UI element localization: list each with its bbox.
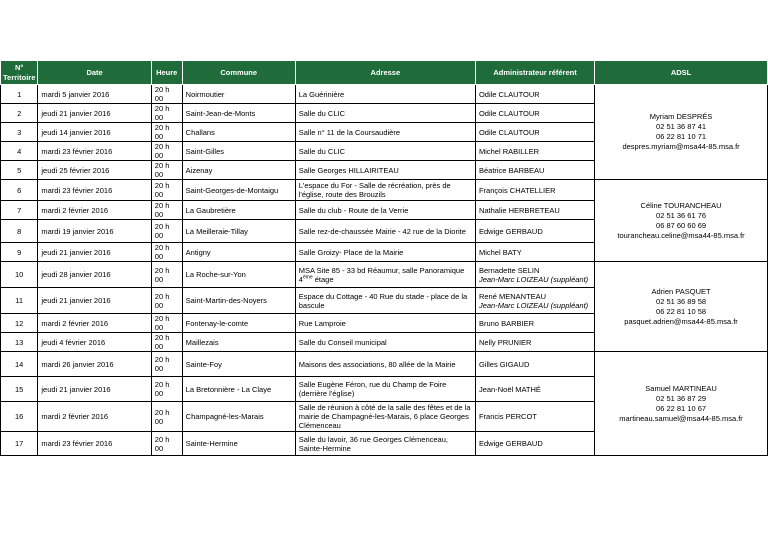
cell-admin: François CHATELLIER — [475, 180, 594, 201]
adsl-email: pasquet.adrien@msa44-85.msa.fr — [624, 316, 738, 326]
cell-date: mardi 23 février 2016 — [38, 432, 151, 456]
adsl-phone: 02 51 36 61 76 — [656, 210, 707, 220]
table-row — [1, 352, 768, 377]
cell-commune: Saint-Jean-de-Monts — [182, 104, 295, 123]
cell-heure: 20 h 00 — [151, 220, 182, 243]
cell-adresse: Salle du lavoir, 36 rue Georges Clémenceau, Sainte-Hermine — [295, 432, 475, 456]
cell-heure: 20 h 00 — [151, 85, 182, 104]
cell-adresse: L'espace du For - Salle de récréation, près de l'église, route des Brouzils — [295, 180, 475, 201]
cell-admin: Béatrice BARBEAU — [475, 161, 594, 180]
adsl-contact-4 — [595, 352, 768, 456]
cell-num: 14 — [1, 352, 38, 377]
admin-substitute: Jean-Marc LOIZEAU (suppléant) — [478, 274, 589, 284]
cell-date: jeudi 21 janvier 2016 — [38, 377, 151, 402]
cell-num: 15 — [1, 377, 38, 402]
adresse-suffix: étage — [312, 274, 334, 284]
cell-commune: Sainte-Hermine — [182, 432, 295, 456]
cell-date: jeudi 21 janvier 2016 — [38, 243, 151, 262]
cell-commune: Sainte-Foy — [182, 352, 295, 377]
cell-num: 16 — [1, 402, 38, 432]
cell-num: 13 — [1, 333, 38, 352]
cell-adresse: Salle de réunion à côté de la salle des fêtes et de la mairie de Champagné-les-Marais, 6 place Georges Clémenceau — [295, 402, 475, 432]
cell-num: 4 — [1, 142, 38, 161]
cell-num: 17 — [1, 432, 38, 456]
header-commune: Commune — [182, 61, 295, 85]
cell-admin: Gilles GIGAUD — [475, 352, 594, 377]
adsl-name: Myriam DESPRÉS — [649, 112, 713, 121]
cell-heure: 20 h 00 — [151, 333, 182, 352]
cell-commune: La Bretonnière - La Claye — [182, 377, 295, 402]
cell-admin: Nathalie HERBRETEAU — [475, 201, 594, 220]
cell-adresse: Salle Eugène Féron, rue du Champ de Foire (derrière l'église) — [295, 377, 475, 402]
cell-date: mardi 5 janvier 2016 — [38, 85, 151, 104]
cell-admin: Edwige GERBAUD — [475, 220, 594, 243]
cell-heure: 20 h 00 — [151, 161, 182, 180]
cell-adresse: Maisons des associations, 80 allée de la Mairie — [295, 352, 475, 377]
cell-num: 2 — [1, 104, 38, 123]
admin-name: Bernadette SELIN — [478, 265, 540, 275]
header-date: Date — [38, 61, 151, 85]
cell-heure: 20 h 00 — [151, 180, 182, 201]
cell-admin: Michel BATY — [475, 243, 594, 262]
adsl-name: Samuel MARTINEAU — [645, 383, 717, 393]
adsl-phone: 02 51 36 87 29 — [656, 393, 707, 403]
admin-substitute: Jean-Marc LOIZEAU (suppléant) — [478, 300, 589, 310]
cell-date: mardi 19 janvier 2016 — [38, 220, 151, 243]
cell-commune: Saint-Georges-de-Montaigu — [182, 180, 295, 201]
cell-commune: Antigny — [182, 243, 295, 262]
cell-num: 12 — [1, 314, 38, 333]
cell-date: mardi 26 janvier 2016 — [38, 352, 151, 377]
cell-date: jeudi 21 janvier 2016 — [38, 288, 151, 314]
table-row — [1, 85, 768, 104]
cell-num: 7 — [1, 201, 38, 220]
cell-admin — [475, 262, 594, 288]
cell-commune: La Roche-sur-Yon — [182, 262, 295, 288]
header-adresse: Adresse — [295, 61, 475, 85]
cell-adresse: La Guérinière — [295, 85, 475, 104]
adsl-email: tourancheau.celine@msa44-85.msa.fr — [617, 230, 745, 240]
adresse-text: MSA Site 85 - 33 bd Réaumur, salle Panoramique 4 — [298, 265, 465, 284]
cell-adresse: Salle du CLIC — [295, 104, 475, 123]
adsl-mobile: 06 22 81 10 67 — [656, 403, 707, 413]
header-territoire: N° Territoire — [1, 61, 38, 85]
cell-date: mardi 2 février 2016 — [38, 201, 151, 220]
adsl-email: despres.myriam@msa44-85.msa.fr — [622, 142, 740, 151]
cell-commune: Noirmoutier — [182, 85, 295, 104]
cell-date: jeudi 28 janvier 2016 — [38, 262, 151, 288]
cell-date: jeudi 4 février 2016 — [38, 333, 151, 352]
cell-heure: 20 h 00 — [151, 142, 182, 161]
header-admin: Administrateur référent — [475, 61, 594, 85]
cell-admin: Francis PERCOT — [475, 402, 594, 432]
header-heure: Heure — [151, 61, 182, 85]
cell-commune: Aizenay — [182, 161, 295, 180]
adresse-superscript: ème — [302, 274, 313, 280]
cell-commune: Challans — [182, 123, 295, 142]
cell-date: mardi 23 février 2016 — [38, 142, 151, 161]
cell-adresse: Salle rez-de-chaussée Mairie - 42 rue de la Diorite — [295, 220, 475, 243]
cell-adresse: Salle Georges HILLAIRITEAU — [295, 161, 475, 180]
cell-date: jeudi 21 janvier 2016 — [38, 104, 151, 123]
admin-name: René MENANTEAU — [478, 291, 547, 301]
adsl-name: Adrien PASQUET — [651, 286, 711, 296]
cell-heure: 20 h 00 — [151, 352, 182, 377]
cell-adresse: Salle du club - Route de la Verrie — [295, 201, 475, 220]
adsl-phone: 02 51 36 87 41 — [656, 122, 707, 131]
cell-heure: 20 h 00 — [151, 262, 182, 288]
cell-heure: 20 h 00 — [151, 288, 182, 314]
table-row — [1, 180, 768, 201]
cell-heure: 20 h 00 — [151, 243, 182, 262]
cell-commune: Saint-Gilles — [182, 142, 295, 161]
cell-heure: 20 h 00 — [151, 104, 182, 123]
cell-num: 8 — [1, 220, 38, 243]
cell-adresse: Espace du Cottage - 40 Rue du stade - place de la bascule — [295, 288, 475, 314]
header-adsl: ADSL — [595, 61, 768, 85]
adsl-email: martineau.samuel@msa44-85.msa.fr — [619, 413, 743, 423]
table-row — [1, 262, 768, 288]
cell-heure: 20 h 00 — [151, 314, 182, 333]
cell-num: 9 — [1, 243, 38, 262]
cell-admin: Nelly PRUNIER — [475, 333, 594, 352]
cell-heure: 20 h 00 — [151, 432, 182, 456]
cell-commune: La Gaubretière — [182, 201, 295, 220]
cell-commune: La Meilleraie-Tillay — [182, 220, 295, 243]
cell-adresse: Salle Groizy- Place de la Mairie — [295, 243, 475, 262]
cell-num: 10 — [1, 262, 38, 288]
cell-num: 5 — [1, 161, 38, 180]
cell-date: mardi 2 février 2016 — [38, 402, 151, 432]
adsl-name: Céline TOURANCHEAU — [640, 200, 722, 210]
cell-num: 1 — [1, 85, 38, 104]
cell-num: 6 — [1, 180, 38, 201]
cell-admin: Odile CLAUTOUR — [475, 85, 594, 104]
cell-admin: Odile CLAUTOUR — [475, 123, 594, 142]
header-row — [1, 61, 768, 85]
cell-commune: Maillezais — [182, 333, 295, 352]
cell-admin: Odile CLAUTOUR — [475, 104, 594, 123]
adsl-mobile: 06 22 81 10 71 — [656, 132, 707, 141]
cell-adresse: Salle n° 11 de la Coursaudière — [295, 123, 475, 142]
cell-commune: Fontenay-le-comte — [182, 314, 295, 333]
adsl-contact-2 — [595, 180, 768, 262]
cell-commune: Champagné-les-Marais — [182, 402, 295, 432]
cell-adresse: Rue Lamproie — [295, 314, 475, 333]
cell-admin: Bruno BARBIER — [475, 314, 594, 333]
cell-heure: 20 h 00 — [151, 402, 182, 432]
meetings-table — [0, 60, 768, 456]
adsl-contact-3 — [595, 262, 768, 352]
cell-admin: Michel RABILLER — [475, 142, 594, 161]
cell-admin: Jean-Noël MATHÉ — [475, 377, 594, 402]
cell-commune: Saint-Martin-des-Noyers — [182, 288, 295, 314]
adsl-phone: 02 51 36 89 58 — [656, 296, 707, 306]
adsl-mobile: 06 22 81 10 58 — [656, 306, 707, 316]
adsl-contact-1 — [595, 85, 768, 180]
cell-adresse — [295, 262, 475, 288]
cell-adresse: Salle du Conseil municipal — [295, 333, 475, 352]
adsl-mobile: 06 87 60 60 69 — [656, 220, 707, 230]
cell-num: 11 — [1, 288, 38, 314]
cell-heure: 20 h 00 — [151, 123, 182, 142]
cell-date: mardi 23 février 2016 — [38, 180, 151, 201]
cell-admin — [475, 288, 594, 314]
cell-date: jeudi 14 janvier 2016 — [38, 123, 151, 142]
cell-heure: 20 h 00 — [151, 377, 182, 402]
cell-num: 3 — [1, 123, 38, 142]
cell-date: mardi 2 février 2016 — [38, 314, 151, 333]
cell-heure: 20 h 00 — [151, 201, 182, 220]
cell-date: jeudi 25 février 2016 — [38, 161, 151, 180]
cell-adresse: Salle du CLIC — [295, 142, 475, 161]
cell-admin: Edwige GERBAUD — [475, 432, 594, 456]
